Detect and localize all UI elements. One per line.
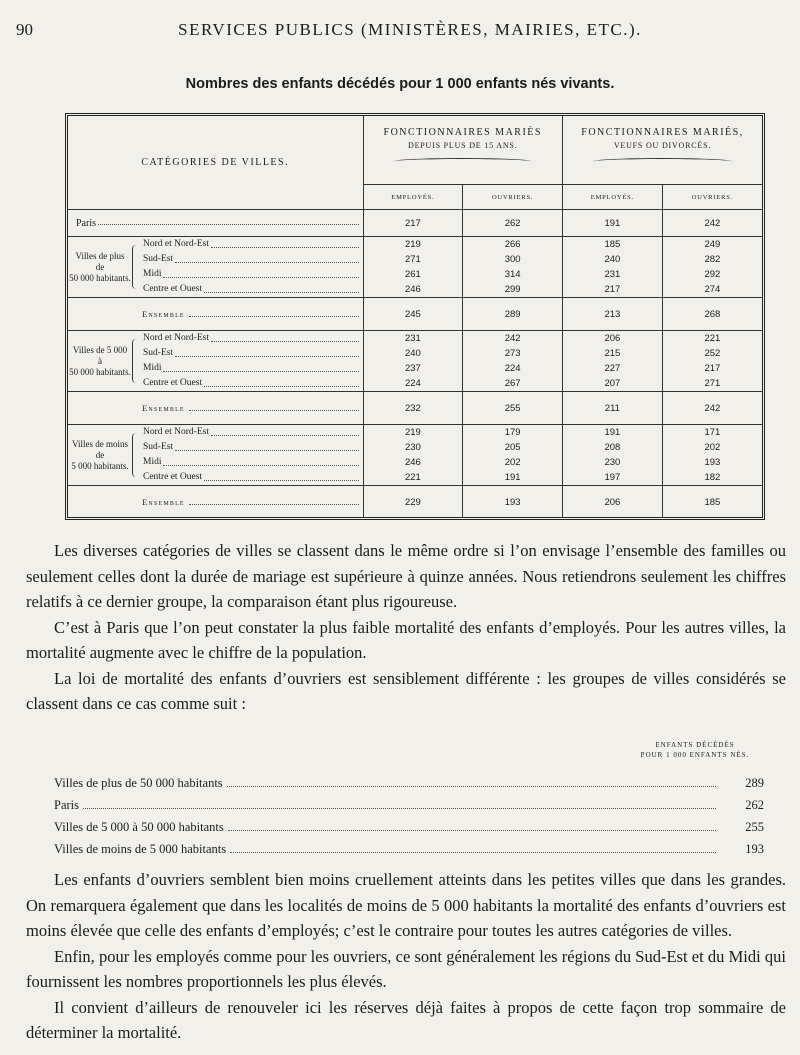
list-item: Midi xyxy=(143,267,363,282)
table-cell: 217 xyxy=(363,210,463,237)
table-cell: 193 xyxy=(463,486,563,519)
ensemble-label: Ensemble xyxy=(68,298,363,331)
list-item: Paris 262 xyxy=(54,798,764,812)
table-cell: 242 xyxy=(662,210,762,237)
brace-divider xyxy=(593,158,732,165)
brace-icon xyxy=(132,433,139,477)
group-name: Villes de 5 000 à 50 000 habitants. xyxy=(69,344,131,377)
table-block-large-cities xyxy=(68,237,762,298)
table-cell: 255 xyxy=(463,392,563,425)
table-cell: 245 xyxy=(363,298,463,331)
table-cell: 266 300 314 299 xyxy=(463,237,563,298)
table-cell: 231 240 237 224 xyxy=(363,331,463,392)
brace-icon xyxy=(132,339,139,383)
region-list xyxy=(143,425,363,485)
list-item: Sud-Est xyxy=(143,346,363,361)
brace-divider xyxy=(393,158,532,165)
list-item: Nord et Nord-Est xyxy=(143,425,363,440)
table-cell: 211 xyxy=(563,392,663,425)
paragraph: Les diverses catégories de villes se classent dans le même ordre si l’on envisage l’ensemble des familles ou seulement celles dont la durée de mariage est supérieure à quinze années. Nous retiendrons seulement les chiffres relatifs à ce dernier groupe, la comparaison étant plus rigoureuse. xyxy=(26,541,786,611)
block-label xyxy=(68,331,363,392)
table-cell: 289 xyxy=(463,298,563,331)
table-cell: 206 xyxy=(563,486,663,519)
table-cell: 171 202 193 182 xyxy=(662,425,762,486)
list-item: Nord et Nord-Est xyxy=(143,331,363,346)
table-row-paris xyxy=(68,210,762,237)
table-row-ensemble xyxy=(68,392,762,425)
group1-title: FONCTIONNAIRES MARIÉS xyxy=(383,127,542,138)
region-list xyxy=(143,237,363,297)
list-item: Centre et Ouest xyxy=(143,282,363,297)
list-item: Sud-Est xyxy=(143,252,363,267)
list-item: Sud-Est xyxy=(143,440,363,455)
paragraph: Enfin, pour les employés comme pour les ouvriers, ce sont généralement les régions du Sud-Est et du Midi qui fournissent les nombres proportionnels les plus élevés. xyxy=(26,946,786,991)
table-cell: 179 205 202 191 xyxy=(463,425,563,486)
list-item: Nord et Nord-Est xyxy=(143,237,363,252)
block-label xyxy=(68,237,363,298)
group1-subtitle: DEPUIS PLUS DE 15 ANS. xyxy=(408,141,518,150)
table-cell: 191 xyxy=(563,210,663,237)
paragraph: Les enfants d’ouvriers semblent bien moins cruellement atteints dans les petites villes que dans les grandes. On remarquera également que dans les localités de moins de 5 000 habitants la mortalité des enfants d’ouvriers est moins élevée que celle des enfants d’employés; c’est le contraire pour toutes les autres catégories de villes. xyxy=(26,870,786,940)
table-cell: 232 xyxy=(363,392,463,425)
paragraph: Il convient d’ailleurs de renouveler ici les réserves déjà faites à propos de cette façon trop sommaire de déterminer la mortalité. xyxy=(26,997,786,1042)
table-cell: 191 208 230 197 xyxy=(563,425,663,486)
group-header-widowed xyxy=(563,116,763,185)
table-cell: 242 273 224 267 xyxy=(463,331,563,392)
region-list xyxy=(143,331,363,391)
group-header-married-15 xyxy=(363,116,563,185)
ensemble-label: Ensemble xyxy=(68,486,363,519)
list-item: Villes de plus de 50 000 habitants 289 xyxy=(54,776,764,790)
table-cell: 249 282 292 274 xyxy=(662,237,762,298)
page-number: 90 xyxy=(16,20,33,39)
body-paragraphs-2 xyxy=(26,867,786,1046)
group-name: Villes de moins de 5 000 habitants. xyxy=(71,438,129,471)
table-title: Nombres des enfants décédés pour 1 000 enfants nés vivants. xyxy=(185,76,615,92)
col-header: EMPLOYÉS. xyxy=(563,185,663,210)
ensemble-label: Ensemble xyxy=(68,392,363,425)
group-name: Villes de plus de 50 000 habitants. xyxy=(69,250,131,283)
table-block-medium-cities xyxy=(68,331,762,392)
page-header xyxy=(0,20,800,44)
group2-subtitle: VEUFS OU DIVORCÉS. xyxy=(613,141,712,150)
table-cell: 185 xyxy=(704,496,721,508)
table-cell: 185 240 231 217 xyxy=(563,237,663,298)
category-header: CATÉGORIES DE VILLES. xyxy=(68,116,363,210)
list-item: Midi xyxy=(143,361,363,376)
col-header: EMPLOYÉS. xyxy=(363,185,463,210)
row-label-paris: Paris xyxy=(68,210,363,237)
list-item: Midi xyxy=(143,455,363,470)
col-header: OUVRIERS. xyxy=(662,185,762,210)
body-paragraphs-1 xyxy=(26,538,786,717)
list-item: Villes de moins de 5 000 habitants 193 xyxy=(54,842,764,856)
table-cell: 219 230 246 221 xyxy=(363,425,463,486)
mini-table-header: ENFANTS DÉCÉDÉS POUR 1 000 ENFANTS NÉS. xyxy=(640,741,750,759)
table-block-small-cities xyxy=(68,425,762,486)
brace-icon xyxy=(132,245,139,289)
table-cell: 221 252 217 271 xyxy=(662,331,762,392)
block-label xyxy=(68,425,363,486)
table-row-ensemble xyxy=(68,298,762,331)
table-cell: 213 xyxy=(563,298,663,331)
paragraph: C’est à Paris que l’on peut constater la plus faible mortalité des enfants d’employés. Pour les autres villes, la mortalité augmente avec le chiffre de la population. xyxy=(26,617,786,662)
col-header: OUVRIERS. xyxy=(463,185,563,210)
table-cell: 242 xyxy=(662,392,762,425)
mortality-table xyxy=(65,113,765,520)
list-item: Centre et Ouest xyxy=(143,470,363,485)
group2-title: FONCTIONNAIRES MARIÉS, xyxy=(581,127,744,138)
running-title: SERVICES PUBLICS (MINISTÈRES, MAIRIES, ETC.). xyxy=(178,20,642,39)
table-cell: 268 xyxy=(662,298,762,331)
mini-table xyxy=(54,772,764,860)
table-cell: 262 xyxy=(463,210,563,237)
table-cell: 219 271 261 246 xyxy=(363,237,463,298)
table-cell: 229 xyxy=(363,486,463,519)
list-item: Centre et Ouest xyxy=(143,376,363,391)
table-row-ensemble xyxy=(68,486,762,519)
table-cell: 206 215 227 207 xyxy=(563,331,663,392)
list-item: Villes de 5 000 à 50 000 habitants 255 xyxy=(54,820,764,834)
paragraph: La loi de mortalité des enfants d’ouvriers est sensiblement différente : les groupes de villes considérés se classent dans ce cas comme suit : xyxy=(26,668,786,713)
